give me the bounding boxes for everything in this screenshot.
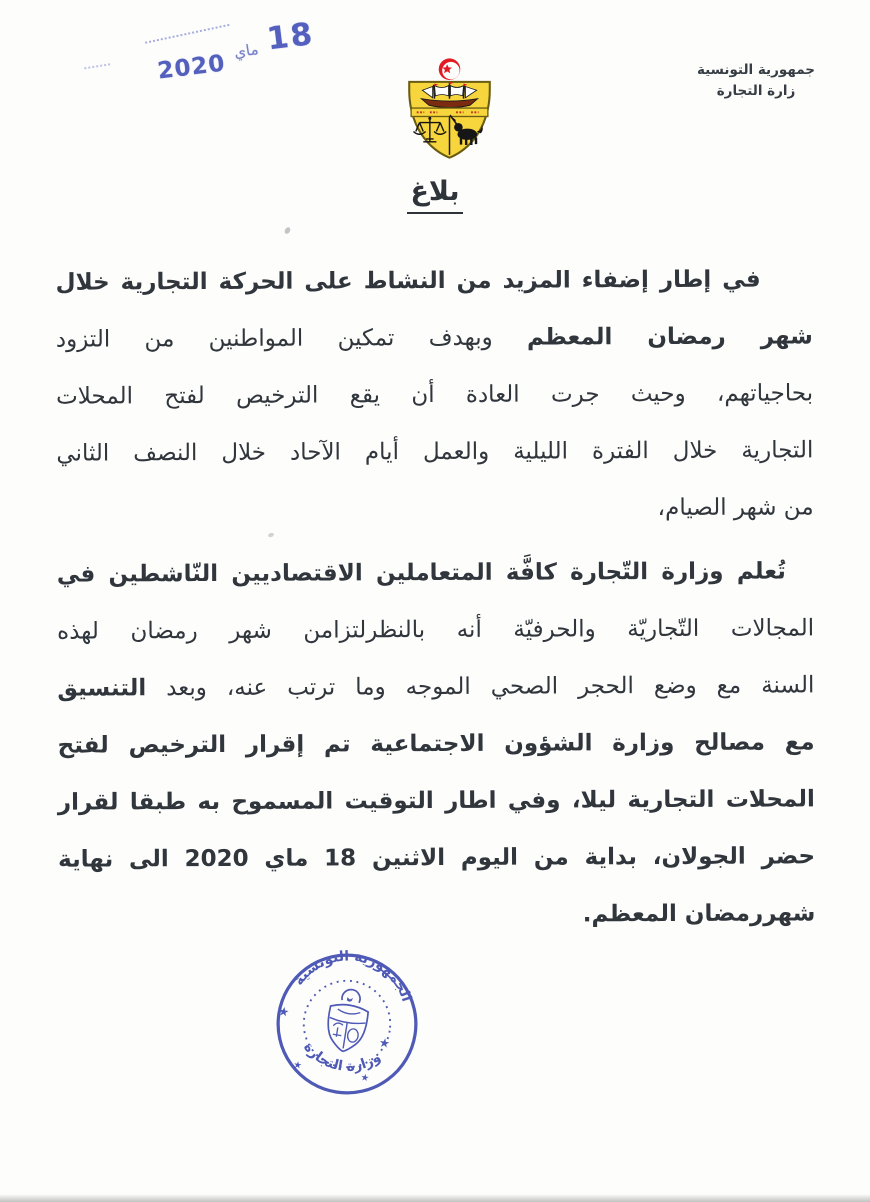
page-title: بلاغ — [407, 176, 462, 214]
text-segment: المجالات التّجاريّة والحرفيّة أنه بالنظرلتزامن شهر رمضان لهذه — [57, 615, 815, 645]
letterhead-ministry: زارة التجارة — [716, 83, 796, 99]
document-body — [55, 251, 815, 945]
text-segment: وبهدف تمكين المواطنين من التزود — [55, 324, 528, 353]
body-line — [58, 771, 815, 831]
body-line — [57, 600, 814, 660]
text-segment: شهررمضان المعظم. — [582, 900, 816, 928]
body-line — [57, 657, 814, 717]
body-line — [58, 885, 815, 945]
svg-text:الجمهورية التونسية — [290, 948, 421, 1006]
text-segment: مع مصالح وزارة الشؤون الاجتماعية تم إقرار الترخيص لفتح — [57, 729, 815, 759]
text-segment: في إطار إضفاء المزيد من النشاط على الحركة التجارية خلال — [55, 266, 761, 296]
text-segment: التجارية خلال الفترة الليلية والعمل أيام الآحاد خلال النصف الثاني — [56, 437, 814, 467]
stamp-star-right-icon: ★ — [377, 1035, 392, 1051]
text-segment: من شهر الصيام، — [657, 494, 814, 522]
text-segment: المحلات التجارية ليلا، وفي اطار التوقيت المسموح به طبقا لقرار — [57, 786, 815, 816]
stamp-star-left-icon: ★ — [277, 1004, 291, 1020]
body-line — [57, 543, 814, 603]
stamp-star-bottom-right-icon: ★ — [359, 1072, 370, 1085]
text-segment: التنسيق — [57, 675, 147, 702]
body-line — [56, 479, 813, 539]
text-segment: تُعلم وزارة التّجارة كافَّة المتعاملين الاقتصاديين النّاشطين في — [56, 558, 786, 588]
body-line — [56, 422, 813, 482]
stamp-day: 18 — [264, 15, 316, 58]
stamp-bottom-text: وزارة التجارة — [300, 1039, 384, 1075]
stamp-month: ماي — [232, 39, 260, 62]
body-line — [55, 251, 812, 311]
body-line — [56, 308, 813, 368]
scan-speck — [284, 226, 292, 235]
body-line — [56, 365, 813, 425]
title-row — [0, 176, 870, 214]
body-line — [58, 714, 815, 774]
stamp-year: 2020 — [156, 50, 228, 85]
stamp-center-emblem — [324, 987, 372, 1055]
ministry-round-stamp — [266, 948, 428, 1100]
text-segment: حضر الجولان، بداية من اليوم الاثنين 18 ماي 2020 الى نهاية — [58, 843, 816, 873]
text-segment: بحاجياتهم، وحيث جرت العادة أن يقع الترخيص لفتح المحلات — [56, 380, 814, 410]
text-segment: شهر رمضان المعظم — [526, 323, 813, 351]
tunisia-coat-of-arms-icon — [398, 56, 501, 162]
date-received-stamp — [94, 17, 322, 121]
letterhead-republic: جمهورية التونسية — [696, 62, 816, 78]
text-segment: السنة مع وضع الحجر الصحي الموجه وما ترتب عنه، وبعد — [146, 672, 815, 702]
svg-text:وزارة التجارة — [297, 1038, 385, 1081]
scan-bottom-edge — [0, 1194, 870, 1202]
stamp-star-bottom-left-icon: ★ — [292, 1059, 303, 1072]
body-line — [58, 828, 815, 888]
paragraph — [57, 543, 816, 945]
paragraph — [55, 251, 813, 539]
letterhead — [686, 60, 826, 102]
stamp-top-text: الجمهورية التونسية — [290, 948, 415, 1004]
